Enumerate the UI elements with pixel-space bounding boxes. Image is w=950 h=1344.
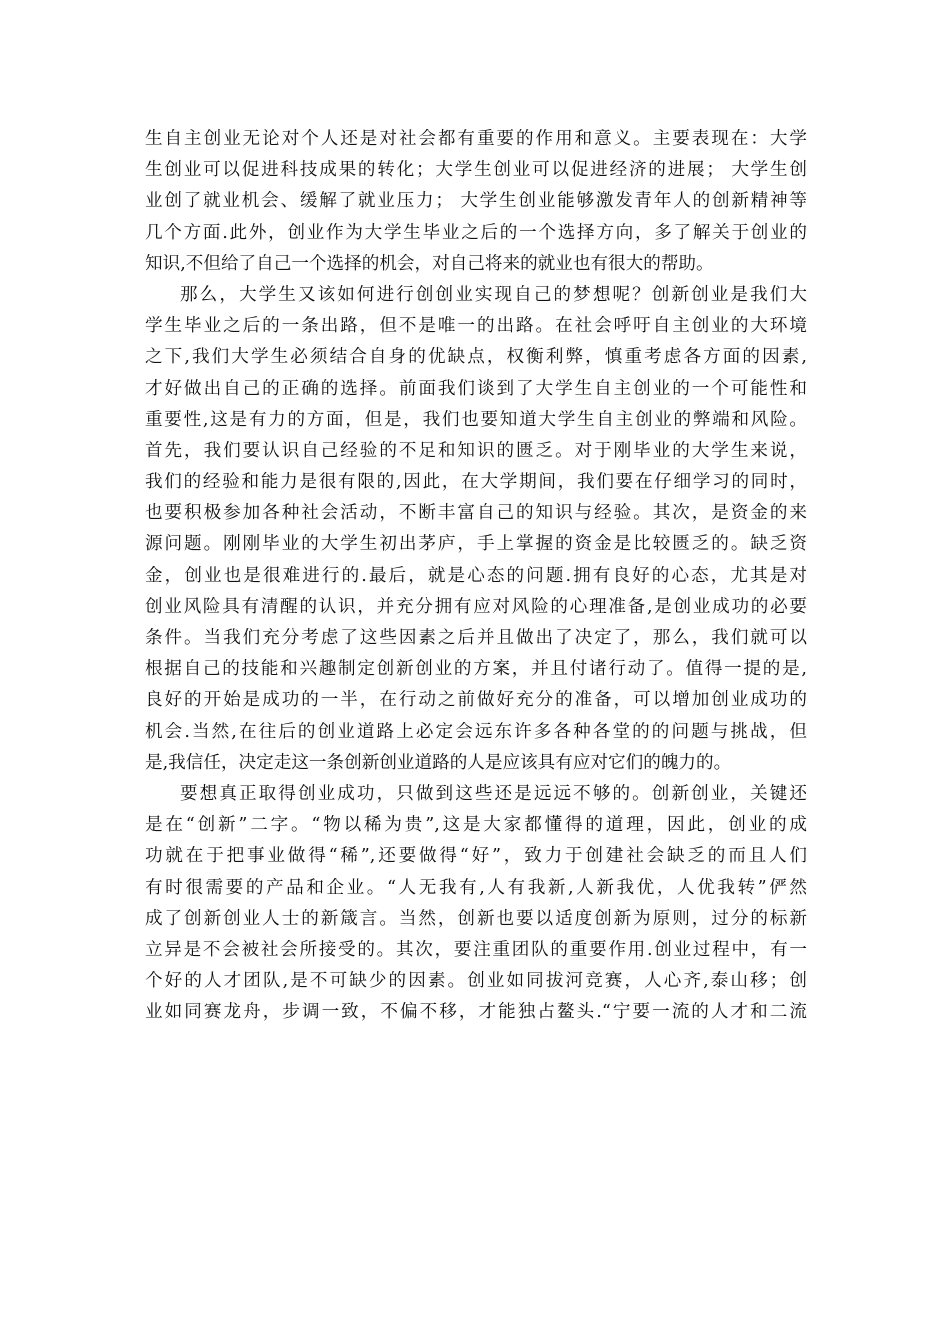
text-line: 首先，我们要认识自己经验的不足和知识的匮乏。对于刚毕业的大学生来说， [145, 440, 807, 461]
text-line: 也要积极参加各种社会活动，不断丰富自己的知识与经验。其次，是资金的来 [145, 503, 807, 524]
text-line: 我们的经验和能力是很有限的,因此，在大学期间，我们要在仔细学习的同时， [145, 472, 807, 493]
paragraph-2 [145, 280, 807, 779]
text-line: 个好的人才团队,是不可缺少的因素。创业如同拔河竞赛，人心齐,泰山移；创 [145, 971, 807, 992]
paragraph-3 [145, 779, 807, 1029]
text-line: 几个方面.此外，创业作为大学生毕业之后的一个选择方向，多了解关于创业的 [145, 222, 807, 243]
text-line: 那么，大学生又该如何进行创创业实现自己的梦想呢？创新创业是我们大 [180, 284, 807, 305]
text-line: 是在“创新”二字。“物以稀为贵”,这是大家都懂得的道理，因此，创业的成 [145, 815, 807, 836]
text-line: 源问题。刚刚毕业的大学生初出茅庐，手上掌握的资金是比较匮乏的。缺乏资 [145, 534, 807, 555]
text-line: 生自主创业无论对个人还是对社会都有重要的作用和意义。主要表现在：大学 [145, 129, 807, 149]
text-line: 立异是不会被社会所接受的。其次，要注重团队的重要作用.创业过程中，有一 [145, 939, 807, 960]
text-line: 有时很需要的产品和企业。“人无我有,人有我新,人新我优，人优我转”俨然 [145, 877, 807, 898]
text-line: 知识,不但给了自己一个选择的机会，对自己将来的就业也有很大的帮助。 [145, 253, 714, 274]
text-line: 重要性,这是有力的方面，但是，我们也要知道大学生自主创业的弊端和风险。 [145, 409, 807, 430]
text-line: 根据自己的技能和兴趣制定创新创业的方案，并且付诸行动了。值得一提的是, [145, 659, 807, 680]
text-line: 要想真正取得创业成功，只做到这些还是远远不够的。创新创业，关键还 [180, 783, 807, 804]
text-line: 成了创新创业人士的新箴言。当然，创新也要以适度创新为原则，过分的标新 [145, 908, 807, 929]
paragraph-1 [145, 124, 807, 280]
text-line: 机会.当然,在往后的创业道路上必定会远东许多各种各堂的的问题与挑战，但 [145, 721, 807, 742]
text-line: 功就在于把事业做得“稀”,还要做得“好”，致力于创建社会缺乏的而且人们 [145, 846, 807, 867]
text-line: 学生毕业之后的一条出路，但不是唯一的出路。在社会呼吁自主创业的大环境 [145, 316, 807, 337]
text-line: 条件。当我们充分考虑了这些因素之后并且做出了决定了，那么，我们就可以 [145, 628, 807, 648]
text-line: 业如同赛龙舟，步调一致，不偏不移，才能独占鳌头.“宁要一流的人才和二流 [145, 1002, 807, 1023]
text-line: 业创了就业机会、缓解了就业压力； 大学生创业能够激发青年人的创新精神等 [145, 191, 807, 212]
text-line: 创业风险具有清醒的认识，并充分拥有应对风险的心理准备,是创业成功的必要 [145, 596, 807, 617]
text-line: 是,我信任，决定走这一条创新创业道路的人是应该具有应对它们的魄力的。 [145, 752, 732, 773]
document-body [145, 124, 807, 1028]
text-line: 金，创业也是很难进行的.最后，就是心态的问题.拥有良好的心态，尤其是对 [145, 565, 807, 586]
text-line: 才好做出自己的正确的选择。前面我们谈到了大学生自主创业的一个可能性和 [145, 378, 807, 399]
text-line: 良好的开始是成功的一半，在行动之前做好充分的准备，可以增加创业成功的 [145, 690, 807, 711]
text-line: 生创业可以促进科技成果的转化；大学生创业可以促进经济的进展； 大学生创 [145, 160, 807, 181]
text-line: 之下,我们大学生必须结合自身的优缺点，权衡利弊，慎重考虑各方面的因素, [145, 347, 807, 368]
